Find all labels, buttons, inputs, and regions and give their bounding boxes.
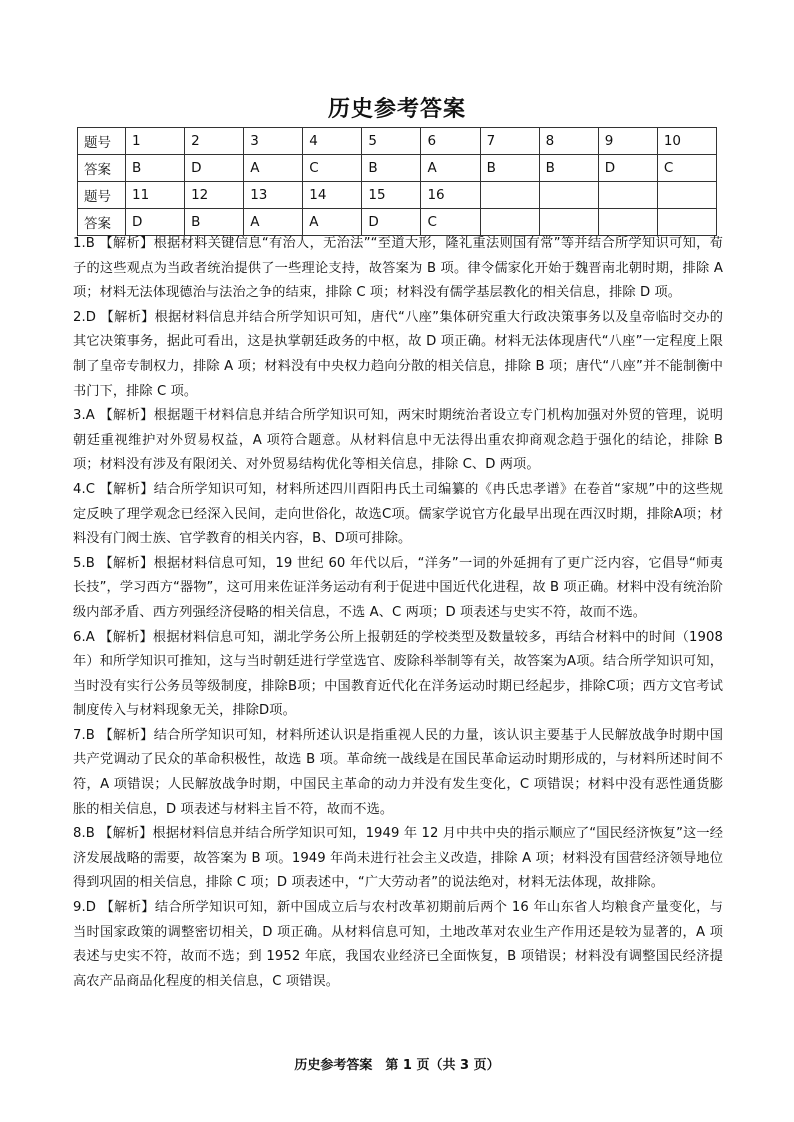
explanation-9: 9.D 【解析】结合所学知识可知，新中国成立后与农村改革初期前后两个 16 年山东省人均粮食产量变化，与当时国家政策的调整密切相关，D 项正确。从材料信息可知，土地改革对农业生产作用还是较为显著的，A 项表述与史实不符，故而不选；到 1952 年底，我国农业经济已全面恢复，B 项错误；材料没有调整国民经济提高农产品商品化程度的相关信息，C 项错误。: [73, 900, 723, 989]
answer-cell: D: [598, 155, 657, 182]
page-title: 历史参考答案: [327, 96, 466, 122]
answer-cell: [480, 182, 539, 209]
answer-cell: 6: [421, 128, 480, 155]
answer-cell: C: [421, 209, 480, 236]
answer-cell: 14: [303, 182, 362, 209]
explanation-8: 8.B 【解析】根据材料信息并结合所学知识可知，1949 年 12 月中共中央的指示顺应了“国民经济恢复”这一经济发展战略的需要，故答案为 B 项。1949 年尚未进行社会主义改造，排除 A 项；材料没有国营经济领导地位得到巩固的相关信息，排除 C 项；D 项表述中，“广大劳动者”的说法绝对，材料无法体现，故排除。: [73, 826, 723, 891]
explanation-7: 7.B 【解析】结合所学知识可知，材料所述认识是指重视人民的力量，该认识主要基于人民解放战争时期中国共产党调动了民众的革命积极性，故选 B 项。革命统一战线是在国民革命运动时期形成的，与材料所述时间不符，A 项错误；人民解放战争时期，中国民主革命的动力并没有发生变化，C 项错误；材料中没有恶性通货膨胀的相关信息，D 项表述与材料主旨不符，故而不选。: [73, 727, 723, 817]
answer-cell: 7: [480, 128, 539, 155]
answer-table-row: [78, 155, 717, 182]
answer-cell: 4: [303, 128, 362, 155]
explanation-1: 1.B 【解析】根据材料关键信息“有治人，无治法”“至道大形，隆礼重法则国有常”等并结合所学知识可知，荀子的这些观点为当政者统治提供了一些理论支持，故答案为 B 项。律令儒家化开始于魏晋南北朝时期，排除 A 项；材料无法体现德治与法治之争的结束，排除 C 项；材料没有儒学基层教化的相关信息，排除 D 项。: [73, 236, 723, 301]
answer-cell: [598, 182, 657, 209]
answer-cell: 16: [421, 182, 480, 209]
row-label: 答案: [78, 209, 126, 236]
answer-cell: 5: [362, 128, 421, 155]
answer-cell: [539, 182, 598, 209]
explanation-2: 2.D 【解析】根据材料信息并结合所学知识可知，唐代“八座”集体研究重大行政决策事务以及皇帝临时交办的其它决策事务，据此可看出，这是执掌朝廷政务的中枢，故 D 项正确。材料无法体现唐代“八座”一定程度上限制了皇帝专制权力，排除 A 项；材料没有中央权力趋向分散的相关信息，排除 B 项；唐代“八座”并不能制衡中书门下，排除 C 项。: [73, 309, 723, 399]
answer-cell: [657, 182, 716, 209]
answer-cell: D: [362, 209, 421, 236]
answer-cell: C: [657, 155, 716, 182]
answer-cell: D: [185, 155, 244, 182]
explanations: [73, 232, 723, 994]
answer-cell: B: [539, 155, 598, 182]
answer-cell: 2: [185, 128, 244, 155]
explanation-4: 4.C 【解析】结合所学知识可知，材料所述四川酉阳冉氏土司编纂的《冉氏忠孝谱》在卷首“家规”中的这些规定反映了理学观念已经深入民间，走向世俗化，故选C项。儒家学说官方化最早出现在西汉时期，排除A项；材料没有门阀士族、官学教育的相关内容，B、D项可排除。: [73, 481, 723, 547]
answer-table: [77, 127, 717, 236]
answer-cell: 9: [598, 128, 657, 155]
answer-cell: 13: [244, 182, 303, 209]
answer-table-row: [78, 128, 717, 155]
answer-cell: B: [185, 209, 244, 236]
answer-cell: B: [126, 155, 185, 182]
answer-cell: A: [244, 209, 303, 236]
answer-cell: 15: [362, 182, 421, 209]
answer-cell: A: [244, 155, 303, 182]
answer-table-row: [78, 182, 717, 209]
answer-cell: B: [362, 155, 421, 182]
answer-cell: 11: [126, 182, 185, 209]
answer-cell: 3: [244, 128, 303, 155]
explanation-3: 3.A 【解析】根据题干材料信息并结合所学知识可知，两宋时期统治者设立专门机构加强对外贸的管理，说明朝廷重视维护对外贸易权益，A 项符合题意。从材料信息中无法得出重农抑商观念趋于强化的结论，排除 B 项；材料没有涉及有限闭关、对外贸易结构优化等相关信息，排除 C、D 两项。: [73, 408, 723, 473]
answer-cell: B: [480, 155, 539, 182]
explanation-6: 6.A 【解析】根据材料信息可知，湖北学务公所上报朝廷的学校类型及数量较多，再结合材料中的时间（1908 年）和所学知识可推知，这与当时朝廷进行学堂选官、废除科举制等有关，故答案为A项。结合所学知识可知，当时没有实行公务员等级制度，排除B项；中国教育近代化在洋务运动时期已经起步，排除C项；西方文官考试制度传入与材料现象无关，排除D项。: [73, 629, 723, 719]
answer-cell: 12: [185, 182, 244, 209]
row-label: 题号: [78, 128, 126, 155]
answer-cell: A: [421, 155, 480, 182]
row-label: 答案: [78, 155, 126, 182]
answer-cell: 1: [126, 128, 185, 155]
explanation-5: 5.B 【解析】根据材料信息可知，19 世纪 60 年代以后，“洋务”一词的外延拥有了更广泛内容，它倡导“师夷长技”，学习西方“器物”，这可用来佐证洋务运动有利于促进中国近代化进程，故 B 项正确。材料中没有统治阶级内部矛盾、西方列强经济侵略的相关信息，不选 A、C 两项；D 项表述与史实不符，故而不选。: [73, 555, 723, 620]
answer-cell: 10: [657, 128, 716, 155]
answer-cell: C: [303, 155, 362, 182]
answer-cell: 8: [539, 128, 598, 155]
row-label: 题号: [78, 182, 126, 209]
page-footer: 历史参考答案 第 1 页（共 3 页）: [294, 1058, 500, 1073]
answer-cell: A: [303, 209, 362, 236]
answer-cell: D: [126, 209, 185, 236]
